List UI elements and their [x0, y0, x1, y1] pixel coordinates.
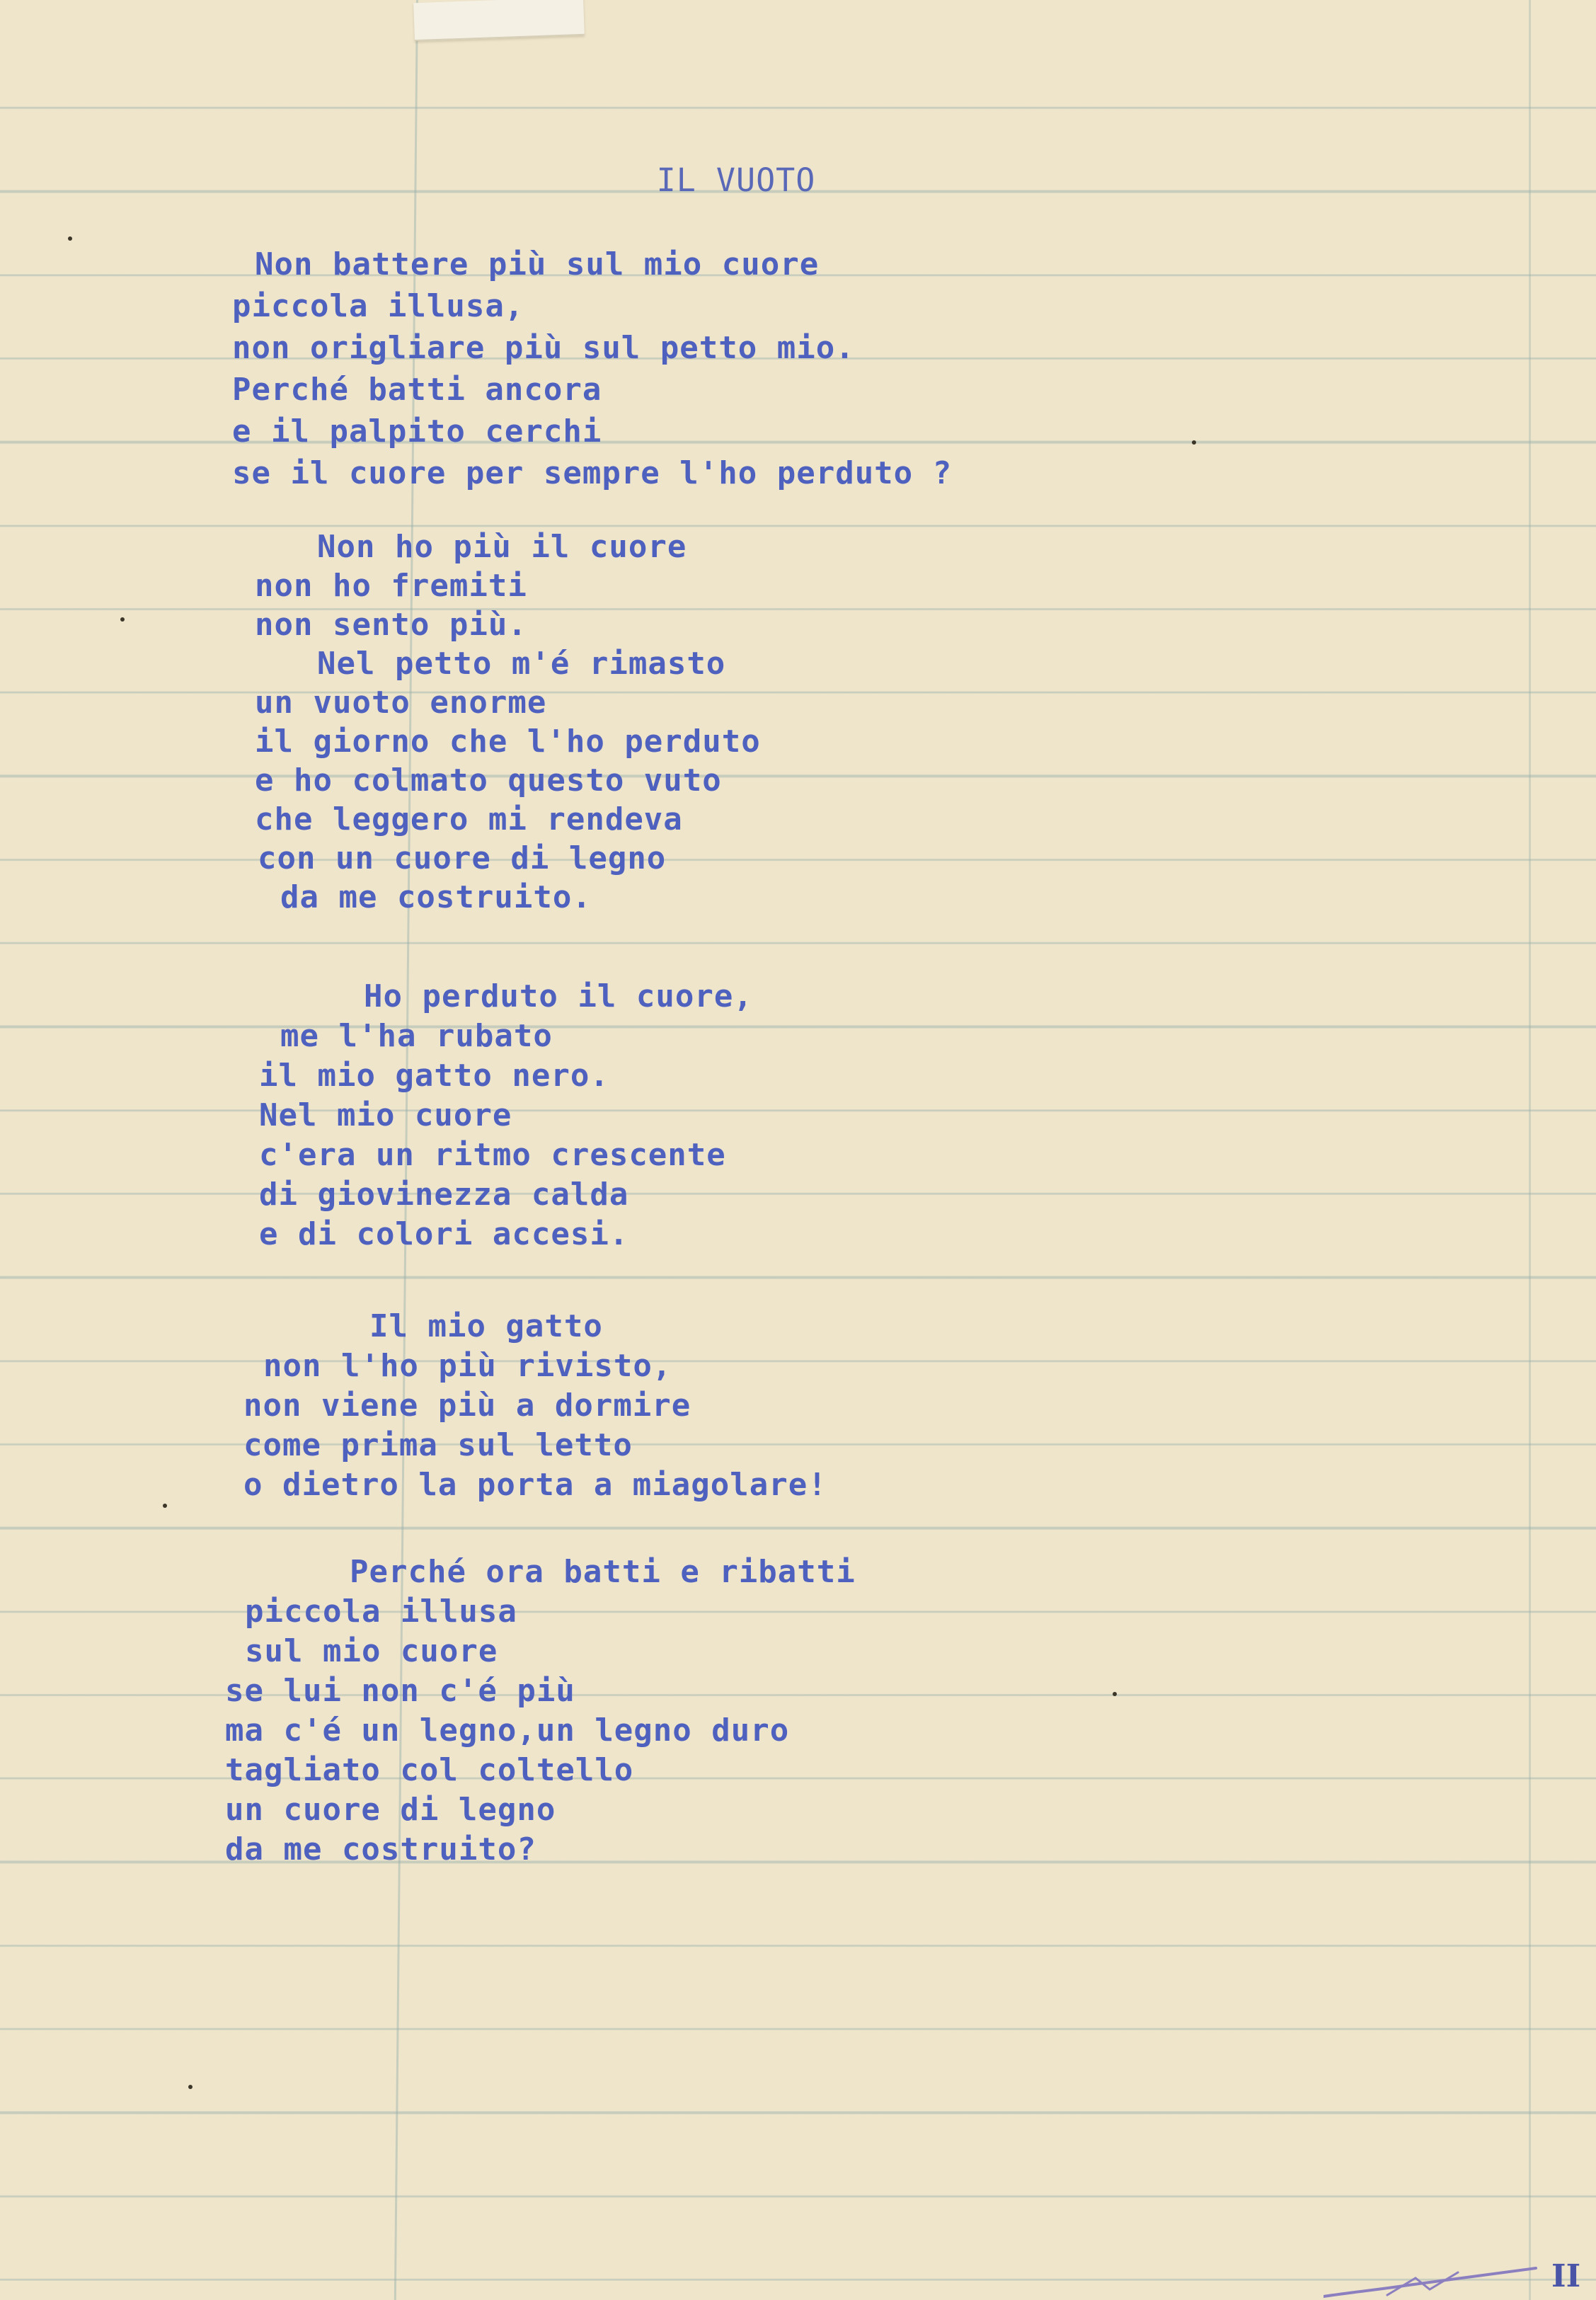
handwritten-signature: [1324, 2264, 1550, 2300]
poem-line: di giovinezza calda: [259, 1177, 629, 1213]
poem-line: che leggero mi rendeva: [255, 801, 683, 837]
poem-line: il mio gatto nero.: [259, 1058, 609, 1094]
poem-line: da me costruito?: [225, 1831, 536, 1867]
poem-line: piccola illusa: [245, 1594, 517, 1630]
paper-speck: [120, 617, 125, 622]
poem-line: non viene più a dormire: [243, 1388, 691, 1424]
poem-line: Non ho più il cuore: [317, 529, 687, 565]
stanza-5: [225, 1551, 856, 1885]
poem-line: un vuoto enorme: [255, 685, 547, 721]
paper-speck: [163, 1504, 167, 1508]
poem-line: non l'ho più rivisto,: [263, 1348, 672, 1384]
poem-line: piccola illusa,: [232, 288, 524, 324]
poem-line: il giorno che l'ho perduto: [255, 723, 761, 760]
stanza-3: [259, 976, 753, 1268]
stanza-1: [232, 244, 952, 494]
poem-line: e di colori accesi.: [259, 1216, 629, 1252]
adhesive-tape: [413, 0, 585, 41]
poem-line: con un cuore di legno: [258, 840, 667, 876]
poem-line: se lui non c'é più: [225, 1673, 575, 1709]
poem-line: Il mio gatto: [369, 1308, 603, 1344]
right-margin-line: [1529, 0, 1531, 2300]
poem-line: Nel mio cuore: [259, 1097, 512, 1133]
poem-line: Non battere più sul mio cuore: [255, 246, 820, 282]
poem-line: me l'ha rubato: [280, 1018, 553, 1054]
poem-line: non ho fremiti: [255, 568, 527, 604]
poem-line: ma c'é un legno,un legno duro: [225, 1712, 790, 1749]
paper-speck: [1192, 440, 1196, 445]
paper-speck: [68, 236, 72, 241]
poem-line: c'era un ritmo crescente: [259, 1137, 726, 1173]
poem-line: e il palpito cerchi: [232, 413, 602, 450]
poem-line: Nel petto m'é rimasto: [317, 646, 726, 682]
poem-line: Perché batti ancora: [232, 372, 602, 408]
poem-line: non sento più.: [255, 607, 527, 643]
poem-line: Ho perduto il cuore,: [364, 978, 753, 1014]
poem-line: se il cuore per sempre l'ho perduto ?: [232, 455, 953, 491]
poem-line: Perché ora batti e ribatti: [350, 1554, 856, 1590]
poem-line: tagliato col coltello: [225, 1752, 634, 1788]
poem-line: non origliare più sul petto mio.: [232, 330, 855, 366]
paper-speck: [1113, 1692, 1117, 1696]
poem-title: IL VUOTO: [656, 161, 816, 199]
poem-line: o dietro la porta a miagolare!: [243, 1467, 827, 1503]
poem-line: da me costruito.: [280, 879, 592, 915]
poem-line: un cuore di legno: [225, 1792, 556, 1828]
poem-line: come prima sul letto: [243, 1427, 633, 1463]
poem-line: e ho colmato questo vuto: [255, 762, 722, 799]
paper-speck: [188, 2085, 193, 2089]
stanza-2: [255, 526, 761, 944]
poem-line: sul mio cuore: [245, 1633, 498, 1669]
page-number: II: [1551, 2258, 1581, 2294]
stanza-4: [243, 1305, 827, 1514]
